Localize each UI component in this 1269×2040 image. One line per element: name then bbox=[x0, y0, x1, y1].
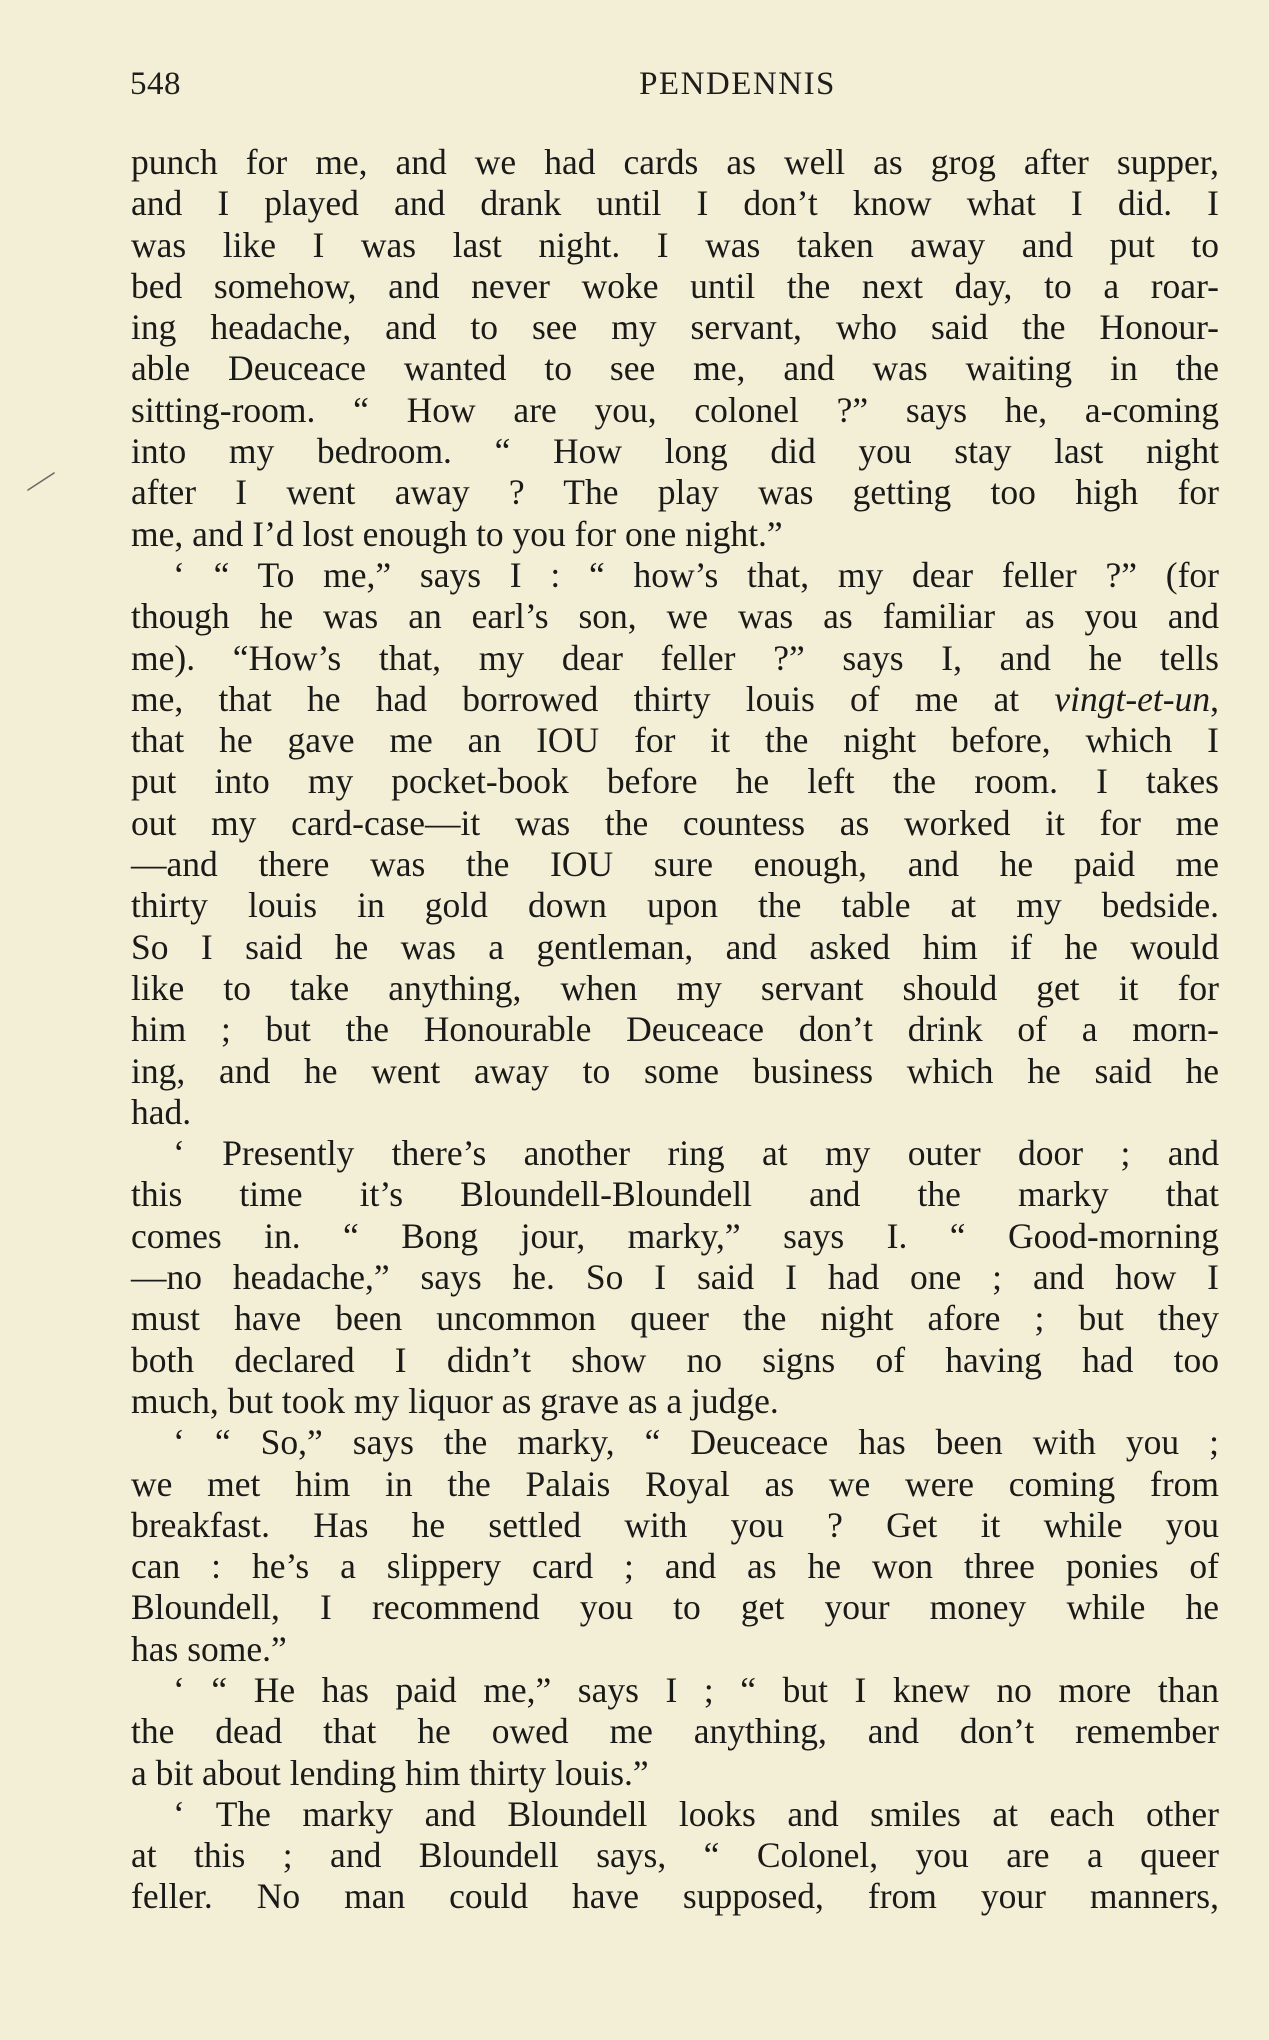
text-line: me). “How’s that, my dear feller ?” says I, and he tells bbox=[131, 637, 1219, 678]
text-line: the dead that he owed me anything, and don’t remember bbox=[131, 1711, 1219, 1752]
italic-phrase: vingt-et-un bbox=[1054, 678, 1211, 719]
text-line: this time it’s Bloundell-Bloundell and the marky that bbox=[131, 1174, 1219, 1215]
text-line: sitting-room. “ How are you, colonel ?” says he, a-coming bbox=[131, 389, 1219, 430]
text-line: has some.” bbox=[131, 1628, 287, 1669]
text-line: feller. No man could have supposed, from your manners, bbox=[131, 1876, 1219, 1917]
text-line: me, that he had borrowed thirty louis of me at vingt-et-un, bbox=[131, 678, 1219, 719]
text-line: must have been uncommon queer the night afore ; but they bbox=[131, 1298, 1219, 1339]
text-line: a bit about lending him thirty louis.” bbox=[131, 1752, 649, 1793]
text-line: like to take anything, when my servant should get it for bbox=[131, 967, 1219, 1008]
text-line: ing, and he went away to some business which he said he bbox=[131, 1050, 1219, 1091]
text-line: ing headache, and to see my servant, who said the Honour- bbox=[131, 307, 1219, 348]
text-line: into my bedroom. “ How long did you stay last night bbox=[131, 431, 1219, 472]
text-line: put into my pocket-book before he left the room. I takes bbox=[131, 761, 1219, 802]
text-line: thirty louis in gold down upon the table at my bedside. bbox=[131, 885, 1219, 926]
text-line: can : he’s a slippery card ; and as he won three ponies of bbox=[131, 1546, 1219, 1587]
text-line: ‘ “ So,” says the marky, “ Deuceace has been with you ; bbox=[173, 1422, 1219, 1463]
text-line: ‘ Presently there’s another ring at my outer door ; and bbox=[173, 1133, 1219, 1174]
page-header bbox=[130, 66, 1218, 110]
text-line: able Deuceace wanted to see me, and was waiting in the bbox=[131, 348, 1219, 389]
text-line: ‘ The marky and Bloundell looks and smiles at each other bbox=[173, 1793, 1219, 1834]
text-line: and I played and drank until I don’t know what I did. I bbox=[131, 183, 1219, 224]
text-line: had. bbox=[131, 1091, 192, 1132]
text-line: ‘ “ He has paid me,” says I ; “ but I knew no more than bbox=[173, 1669, 1219, 1710]
text-line: —no headache,” says he. So I said I had one ; and how I bbox=[131, 1257, 1219, 1298]
text-line: was like I was last night. I was taken away and put to bbox=[131, 224, 1219, 265]
text-line: me, and I’d lost enough to you for one night.” bbox=[131, 513, 783, 554]
text-line: —and there was the IOU sure enough, and he paid me bbox=[131, 844, 1219, 885]
text-line: comes in. “ Bong jour, marky,” says I. “ Good-morning bbox=[131, 1215, 1219, 1256]
text-line: ‘ “ To me,” says I : “ how’s that, my dear feller ?” (for bbox=[173, 554, 1219, 595]
text-line: though he was an earl’s son, we was as familiar as you and bbox=[131, 596, 1219, 637]
page-number: 548 bbox=[130, 66, 181, 102]
text-line: breakfast. Has he settled with you ? Get it while you bbox=[131, 1504, 1219, 1545]
text-line: punch for me, and we had cards as well as grog after supper, bbox=[131, 142, 1219, 182]
text-line: So I said he was a gentleman, and asked him if he would bbox=[131, 926, 1219, 967]
text-line: we met him in the Palais Royal as we were coming from bbox=[131, 1463, 1219, 1504]
text-line: both declared I didn’t show no signs of having had too bbox=[131, 1339, 1219, 1380]
pencil-mark-icon bbox=[26, 470, 56, 492]
text-line: bed somehow, and never woke until the next day, to a roar- bbox=[131, 265, 1219, 306]
body-text bbox=[131, 142, 1219, 1918]
text-line: him ; but the Honourable Deuceace don’t drink of a morn- bbox=[131, 1009, 1219, 1050]
text-line: out my card-case—it was the countess as worked it for me bbox=[131, 802, 1219, 843]
text-line: at this ; and Bloundell says, “ Colonel, you are a queer bbox=[131, 1835, 1219, 1876]
text-line: after I went away ? The play was getting too high for bbox=[131, 472, 1219, 513]
running-title: PENDENNIS bbox=[639, 66, 836, 102]
text-line: Bloundell, I recommend you to get your money while he bbox=[131, 1587, 1219, 1628]
text-line: that he gave me an IOU for it the night before, which I bbox=[131, 720, 1219, 761]
text-line: much, but took my liquor as grave as a judge. bbox=[131, 1380, 779, 1421]
